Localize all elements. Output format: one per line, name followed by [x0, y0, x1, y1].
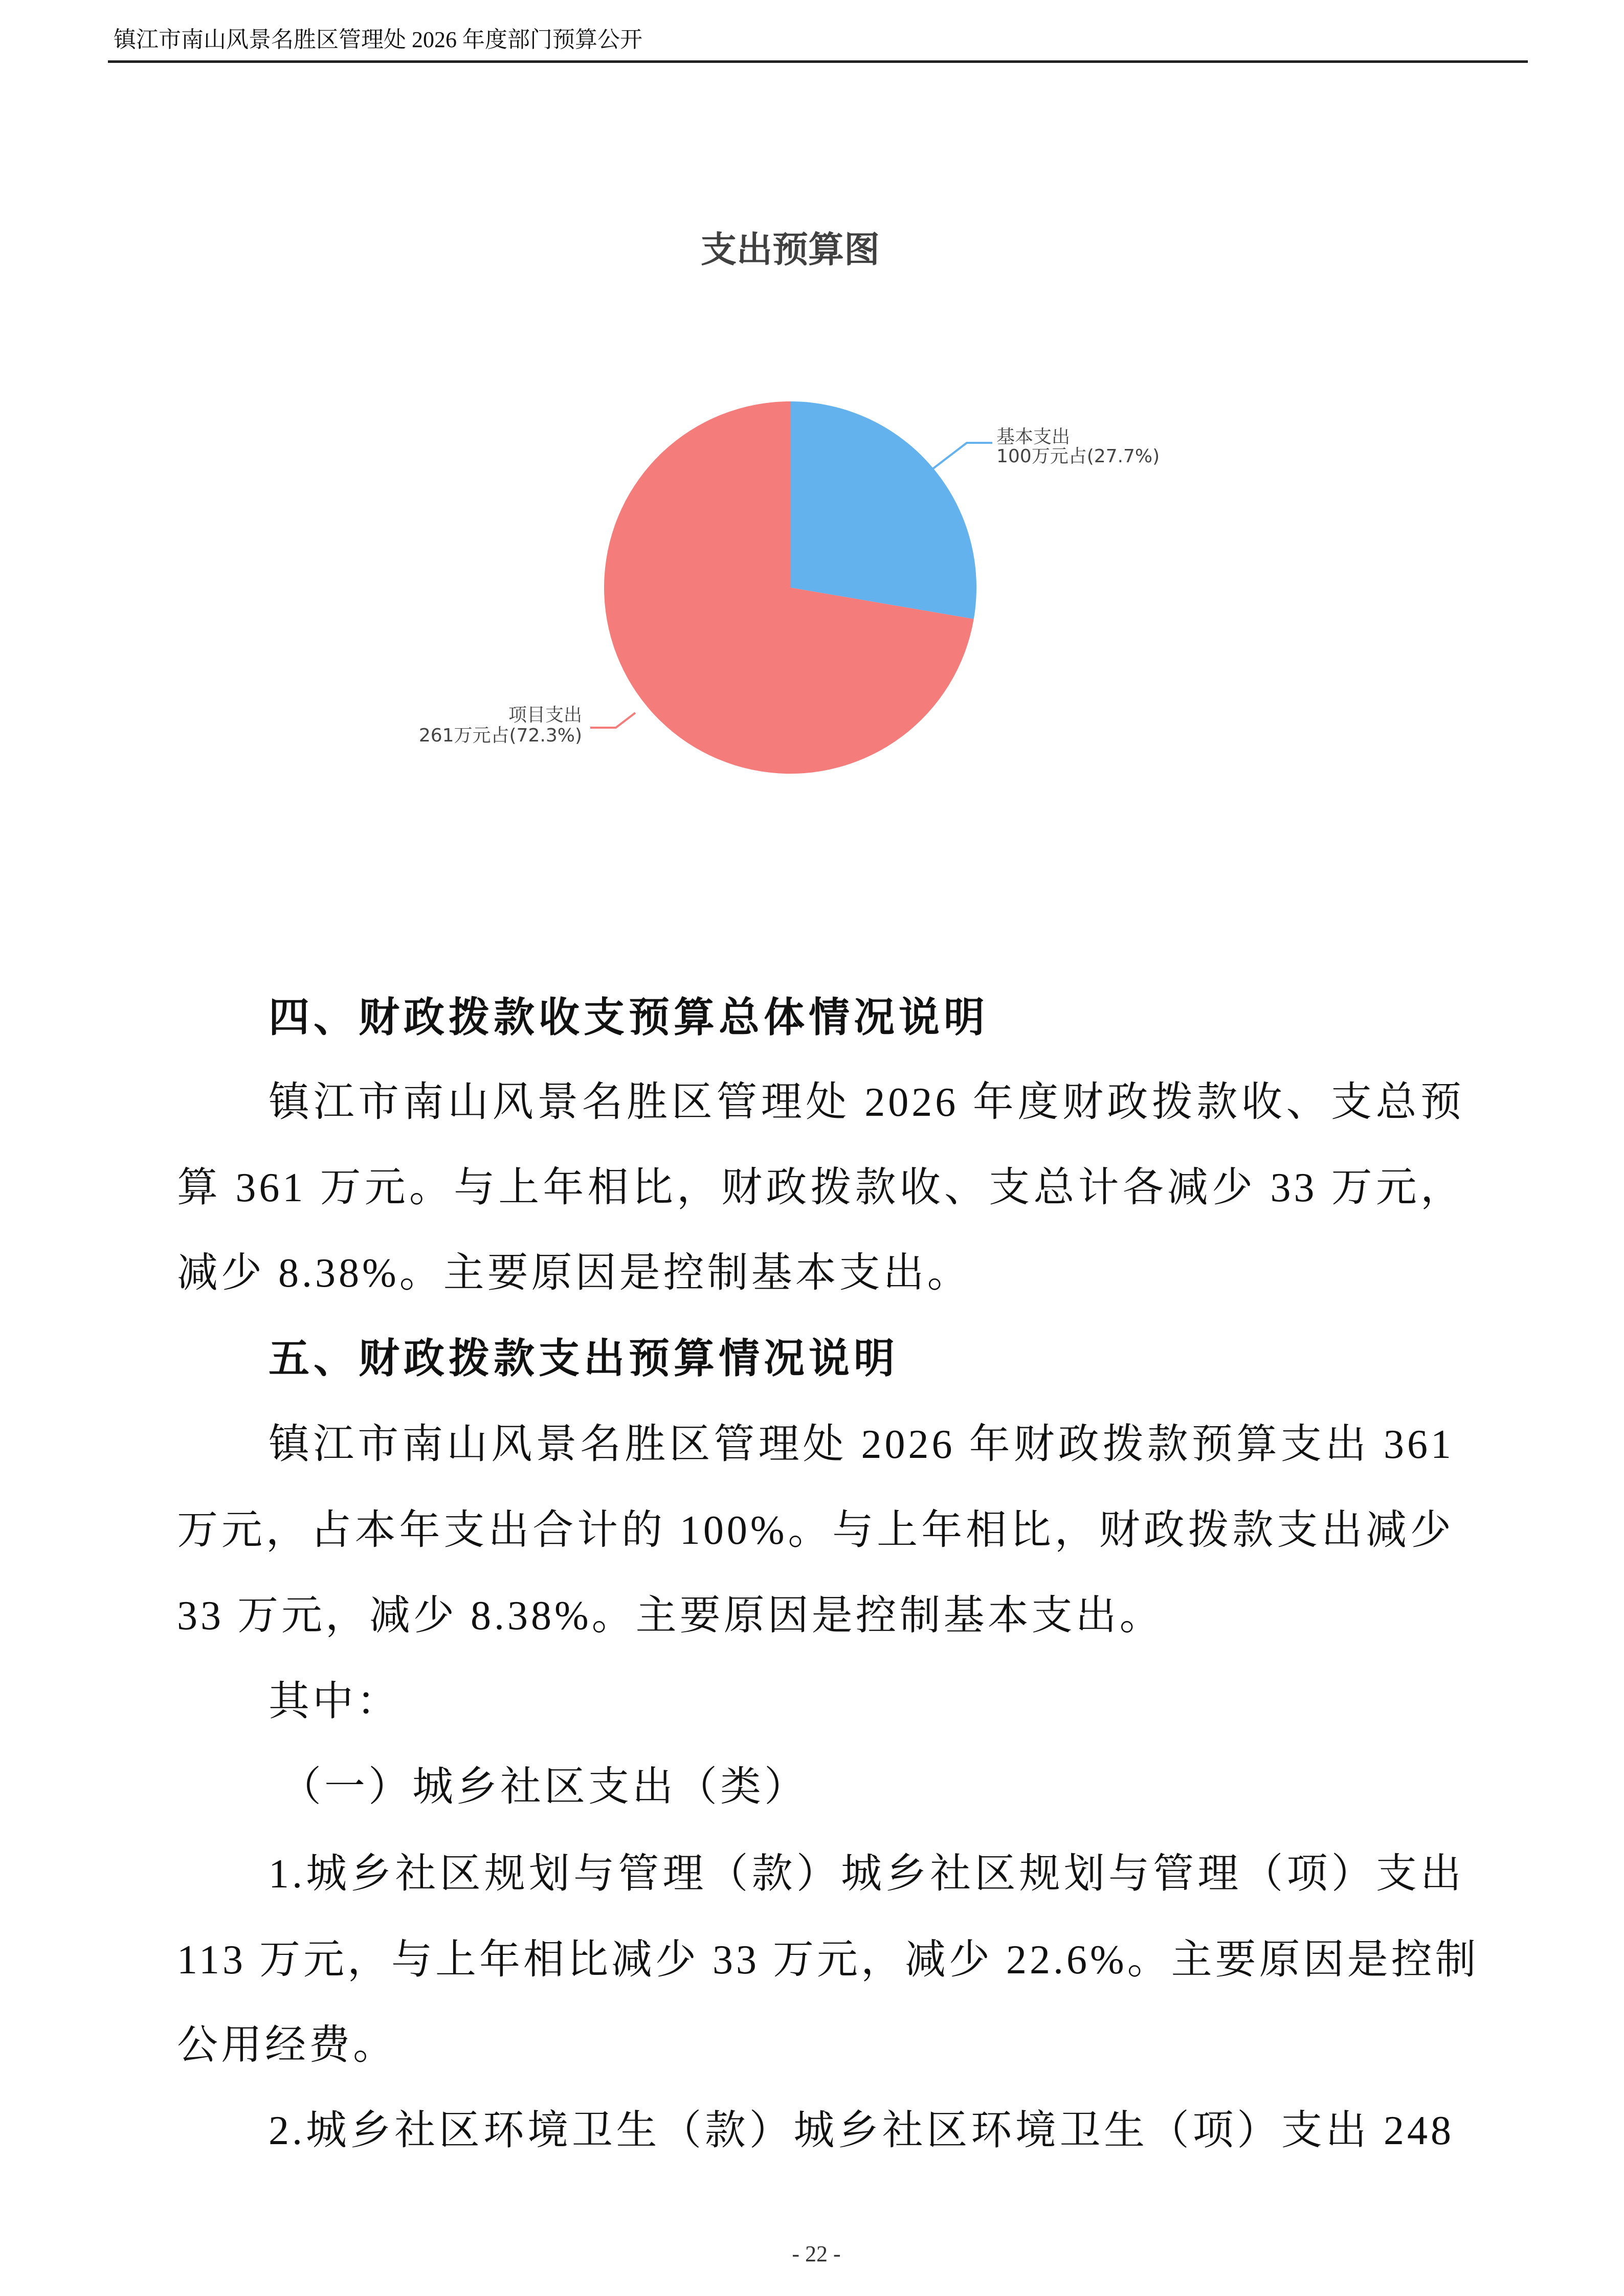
page-number: - 22 -	[792, 2241, 841, 2266]
paragraph-line: 镇江市南山风景名胜区管理处 2026 年财政拨款预算支出 361	[269, 1422, 1454, 1467]
paragraph-line: 算 361 万元。与上年相比，财政拨款收、支总计各减少 33 万元，	[177, 1165, 1464, 1210]
running-header: 镇江市南山风景名胜区管理处 2026 年度部门预算公开	[114, 27, 642, 52]
leader-line-project	[590, 713, 635, 728]
pie-chart	[0, 0, 1624, 920]
slice-label-basic: 100万元占(27.7%)	[996, 446, 1160, 467]
paragraph-line: 镇江市南山风景名胜区管理处 2026 年度财政拨款收、支总预	[269, 1080, 1464, 1125]
chart-title: 支出预算图	[701, 229, 880, 271]
paragraph-line: 减少 8.38%。主要原因是控制基本支出。	[177, 1251, 971, 1296]
paragraph-line: 其中：	[269, 1679, 401, 1724]
paragraph-line: 公用经费。	[177, 2023, 397, 2068]
paragraph-line: 33 万元，减少 8.38%。主要原因是控制基本支出。	[177, 1593, 1164, 1638]
slice-name-project: 项目支出	[508, 705, 582, 726]
slice-name-basic: 基本支出	[996, 426, 1071, 447]
section-heading-4: 四、财政拨款收支预算总体情况说明	[269, 996, 989, 1041]
leader-line-basic	[932, 443, 992, 469]
paragraph-line: 1.城乡社区规划与管理（款）城乡社区规划与管理（项）支出	[269, 1852, 1464, 1897]
paragraph-line: 万元，占本年支出合计的 100%。与上年相比，财政拨款支出减少	[177, 1508, 1454, 1553]
section-heading-5: 五、财政拨款支出预算情况说明	[269, 1337, 899, 1382]
subsection-heading: （一）城乡社区支出（类）	[280, 1765, 808, 1810]
paragraph-line: 113 万元，与上年相比减少 33 万元，减少 22.6%。主要原因是控制	[177, 1938, 1479, 1983]
slice-label-project: 261万元占(72.3%)	[418, 725, 582, 746]
pie-slice-basic	[790, 401, 976, 619]
paragraph-line: 2.城乡社区环境卫生（款）城乡社区环境卫生（项）支出 248	[269, 2108, 1454, 2153]
